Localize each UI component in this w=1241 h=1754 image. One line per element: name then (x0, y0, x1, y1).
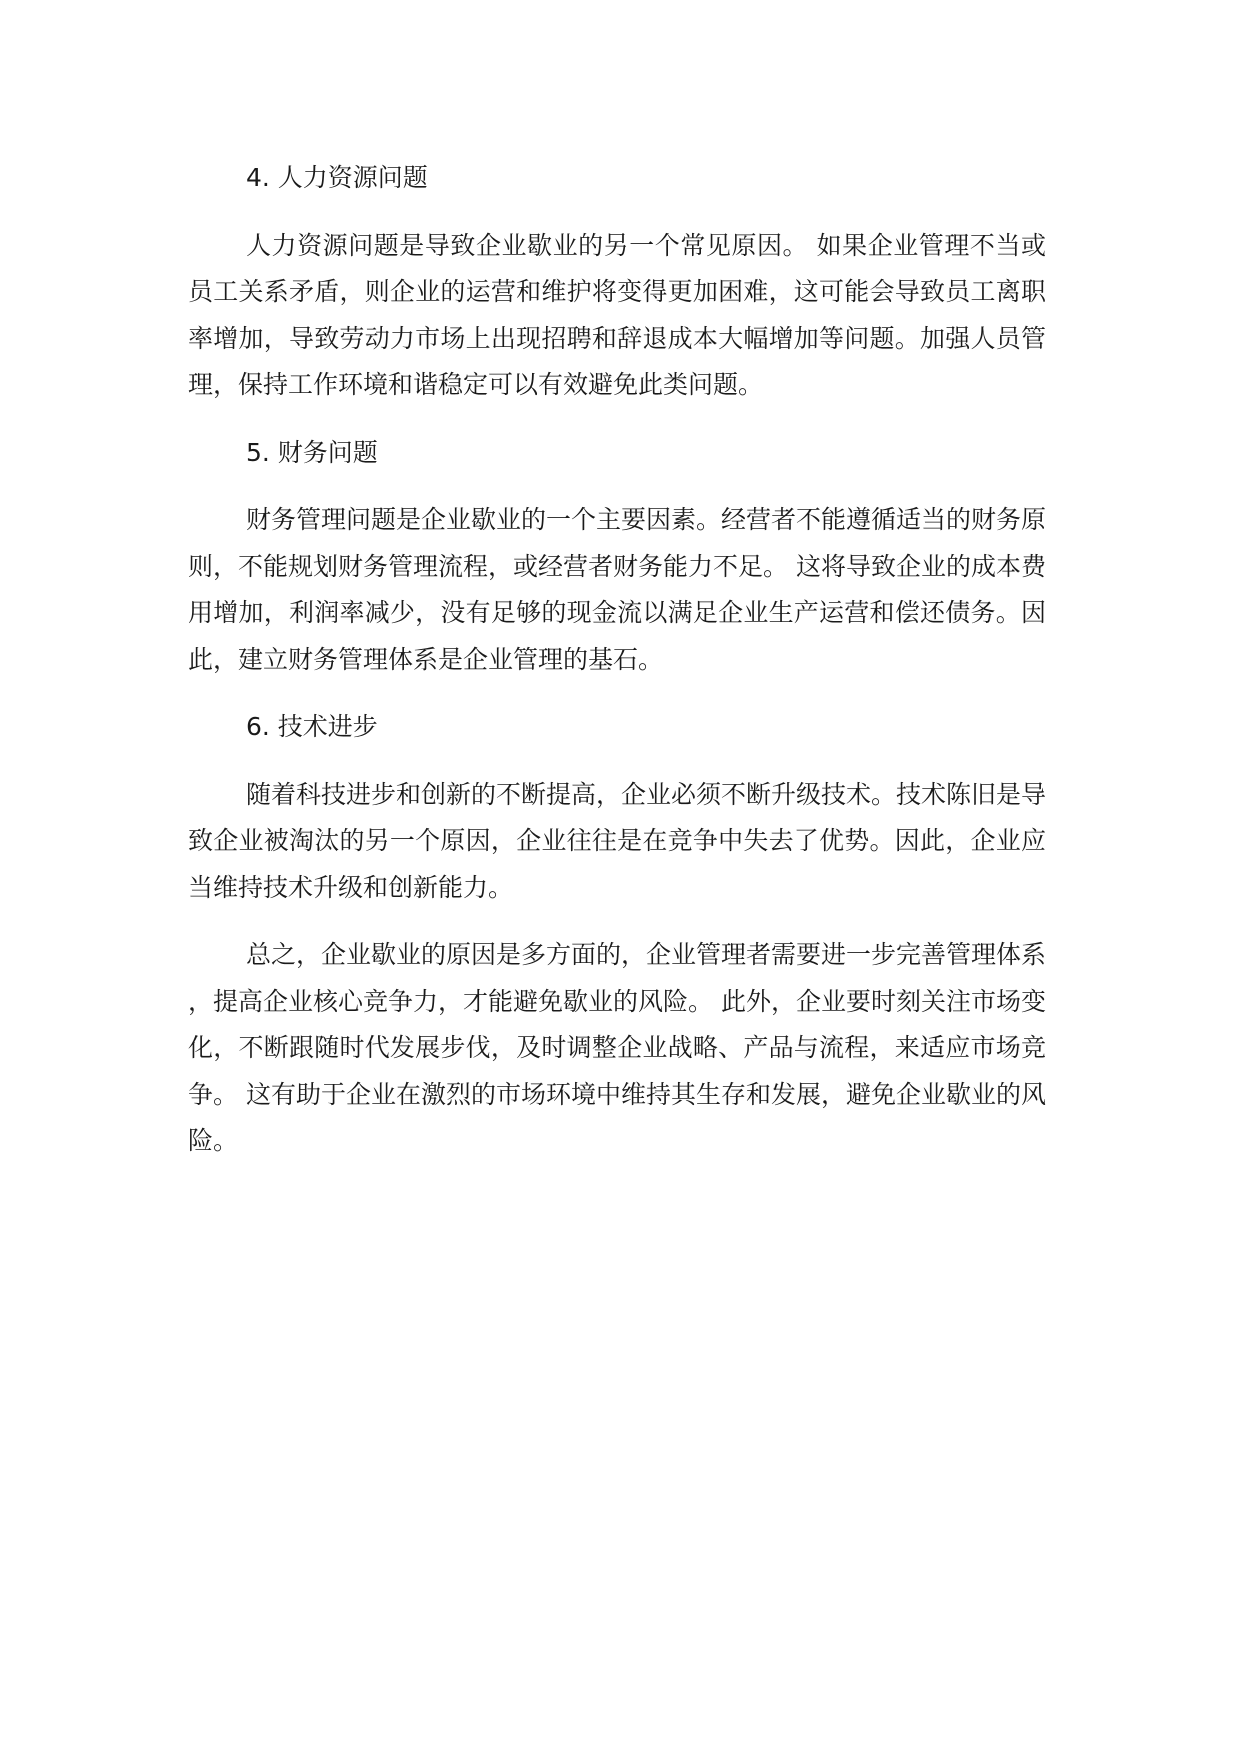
section-heading-technology: 6. 技术进步 (246, 712, 378, 741)
section-heading-hr: 4. 人力资源问题 (246, 163, 428, 192)
document-body (188, 155, 1046, 1186)
section-heading-finance: 5. 财务问题 (246, 437, 378, 467)
section-paragraph-technology: 随着科技进步和创新的不断提高，企业必须不断升级技术。技术陈旧是导致企业被淘汰的另一个原因，企业往往是在竞争中失去了优势。因此，企业应当维持技术升级和创新能力。 (188, 779, 1047, 902)
conclusion-paragraph: 总之，企业歇业的原因是多方面的，企业管理者需要进一步完善管理体系，提高企业核心竞争力，才能避免歇业的风险。 此外，企业要时刻关注市场变化，不断跟随时代发展步伐，及时调整企业战略、产品与流程，来适应市场竞争。 这有助于企业在激烈的市场环境中维持其生存和发展，避免企业歇业的风险。 (188, 940, 1047, 1155)
section-paragraph-hr: 人力资源问题是导致企业歇业的另一个常见原因。 如果企业管理不当或员工关系矛盾，则企业的运营和维护将变得更加困难，这可能会导致员工离职率增加，导致劳动力市场上出现招聘和辞退成本大幅增加等问题。加强人员管理，保持工作环境和谐稳定可以有效避免此类问题。 (188, 230, 1046, 399)
section-paragraph-finance: 财务管理问题是企业歇业的一个主要因素。经营者不能遵循适当的财务原则，不能规划财务管理流程，或经营者财务能力不足。 这将导致企业的成本费用增加，利润率减少，没有足够的现金流以满足企业生产运营和偿还债务。因此，建立财务管理体系是企业管理的基石。 (188, 505, 1047, 674)
